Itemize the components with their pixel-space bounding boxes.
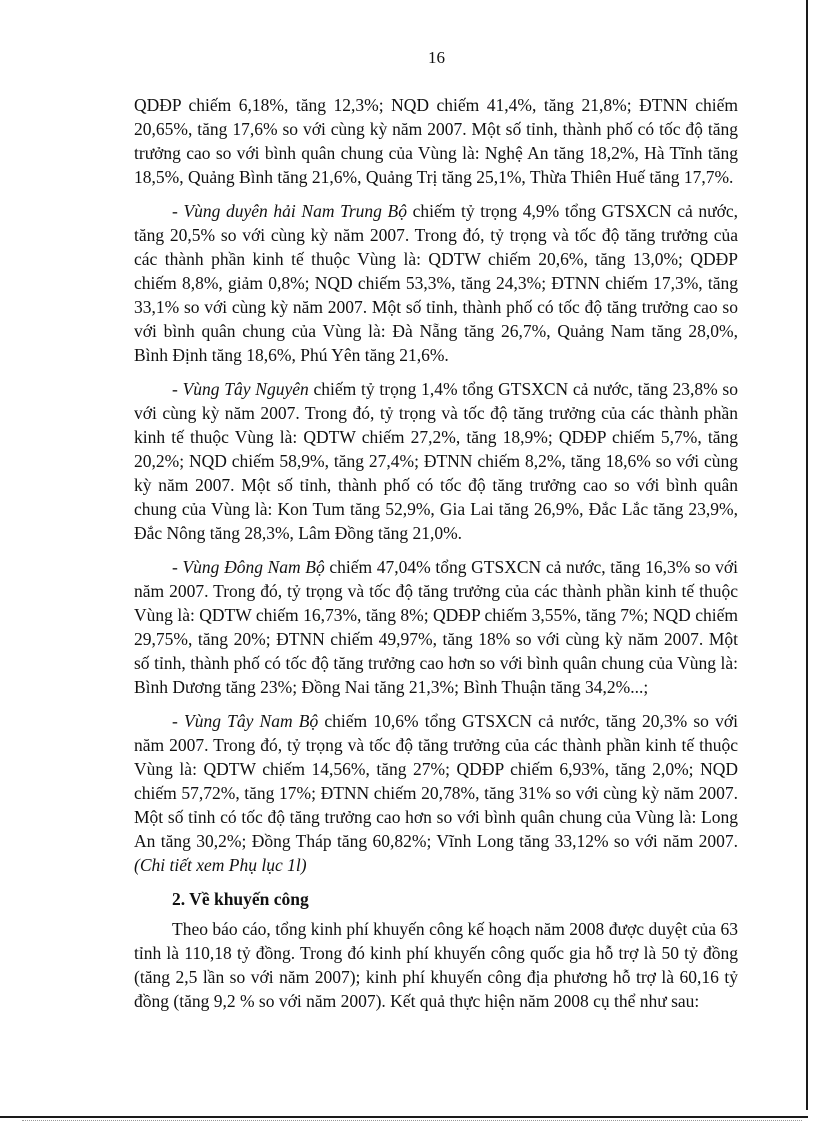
region-text: chiếm tỷ trọng 4,9% tổng GTSXCN cả nước, tăng 20,5% so với cùng kỳ năm 2007. Trong đó, tỷ trọng và tốc độ tăng trưởng của các thành phần kinh tế thuộc Vùng là: QDTW chiếm 20,6%, tăng 13,0%; QDĐP chiếm 8,8%, giảm 0,8%; NQD chiếm 53,3%, tăng 24,3%; ĐTNN chiếm 17,3%, tăng 33,1% so với cùng kỳ năm 2007. Một số tỉnh, thành phố có tốc độ tăng trưởng cao so với bình quân chung của Vùng là: Đà Nẵng tăng 26,7%, Quảng Nam tăng 28,0%, Bình Định tăng 18,6%, Phú Yên tăng 21,6%. [134, 201, 738, 365]
page-number: 16 [428, 48, 445, 67]
region-text: chiếm tỷ trọng 1,4% tổng GTSXCN cả nước, tăng 23,8% so với cùng kỳ năm 2007. Trong đó, tỷ trọng và tốc độ tăng trưởng của các thành phần kinh tế thuộc Vùng là: QDTW chiếm 27,2%, tăng 18,9%; QDĐP chiếm 5,7%, tăng 20,2%; NQD chiếm 58,9%, tăng 27,4%; ĐTNN chiếm 8,2%, tăng 18,6% so với cùng kỳ năm 2007. Một số tỉnh, thành phố có tốc độ tăng trưởng cao so với bình quân chung của Vùng là: Kon Tum tăng 52,9%, Gia Lai tăng 26,9%, Đắc Lắc tăng 23,9%, Đắc Nông tăng 28,3%, Lâm Đồng tăng 21,0%. [134, 379, 738, 543]
paragraph-continuation: QDĐP chiếm 6,18%, tăng 12,3%; NQD chiếm 41,4%, tăng 21,8%; ĐTNN chiếm 20,65%, tăng 17,6% so với cùng kỳ năm 2007. Một số tỉnh, thành phố có tốc độ tăng trưởng cao so với bình quân chung của Vùng là: Nghệ An tăng 18,2%, Hà Tĩnh tăng 18,5%, Quảng Bình tăng 21,6%, Quảng Trị tăng 25,1%, Thừa Thiên Huế tăng 17,7%. [134, 95, 738, 187]
paragraph-khuyen-cong: Theo báo cáo, tổng kinh phí khuyến công kế hoạch năm 2008 được duyệt của 63 tỉnh là 110,18 tỷ đồng. Trong đó kinh phí khuyến công quốc gia hỗ trợ là 50 tỷ đồng (tăng 2,5 lần so với năm 2007); kinh phí khuyến công địa phương hỗ trợ là 60,16 tỷ đồng (tăng 9,2 % so với năm 2007). Kết quả thực hiện năm 2008 cụ thể như sau: [134, 919, 738, 1011]
document-body [134, 93, 738, 1023]
region-text: chiếm 10,6% tổng GTSXCN cả nước, tăng 20,3% so với năm 2007. Trong đó, tỷ trọng và tốc độ tăng trưởng của các thành phần kinh tế thuộc Vùng là: QDTW chiếm 14,56%, tăng 27%; QDĐP chiếm 6,93%, tăng 2,0%; NQD chiếm 57,72%, tăng 17%; ĐTNN chiếm 20,78%, tăng 31% so với cùng kỳ năm 2007. Một số tỉnh có tốc độ tăng trưởng cao hơn so với bình quân chung của Vùng là: Long An tăng 30,2%; Đồng Tháp tăng 60,82%; Vĩnh Long tăng 33,12% so với năm 2007. [134, 711, 738, 851]
paragraph-tay-nguyen [134, 377, 738, 545]
paragraph-tay-nam-bo [134, 709, 738, 877]
paragraph-nam-trung-bo [134, 199, 738, 367]
region-label: - Vùng Đông Nam Bộ [172, 557, 325, 577]
region-text: chiếm 47,04% tổng GTSXCN cả nước, tăng 16,3% so với năm 2007. Trong đó, tỷ trọng và tốc độ tăng trưởng của các thành phần kinh tế thuộc Vùng là: QDTW chiếm 16,73%, tăng 8%; QDĐP chiếm 3,55%, tăng 7%; NQD chiếm 29,75%, tăng 20%; ĐTNN chiếm 49,97%, tăng 18% so với cùng kỳ năm 2007. Một số tỉnh, thành phố có tốc độ tăng trưởng cao hơn so với bình quân chung của Vùng là: Bình Dương tăng 23%; Đồng Nai tăng 21,3%; Bình Thuận tăng 34,2%...; [134, 557, 738, 697]
appendix-note: (Chi tiết xem Phụ lục 1l) [134, 855, 307, 875]
paragraph-dong-nam-bo [134, 555, 738, 699]
page-border-right [806, 0, 808, 1110]
region-label: - Vùng Tây Nam Bộ [172, 711, 319, 731]
page-border-bottom [0, 1116, 808, 1118]
section-heading: 2. Về khuyến công [172, 889, 309, 909]
footer-dotted-line [22, 1120, 802, 1121]
region-label: - Vùng Tây Nguyên [172, 379, 309, 399]
region-label: - Vùng duyên hải Nam Trung Bộ [172, 201, 407, 221]
